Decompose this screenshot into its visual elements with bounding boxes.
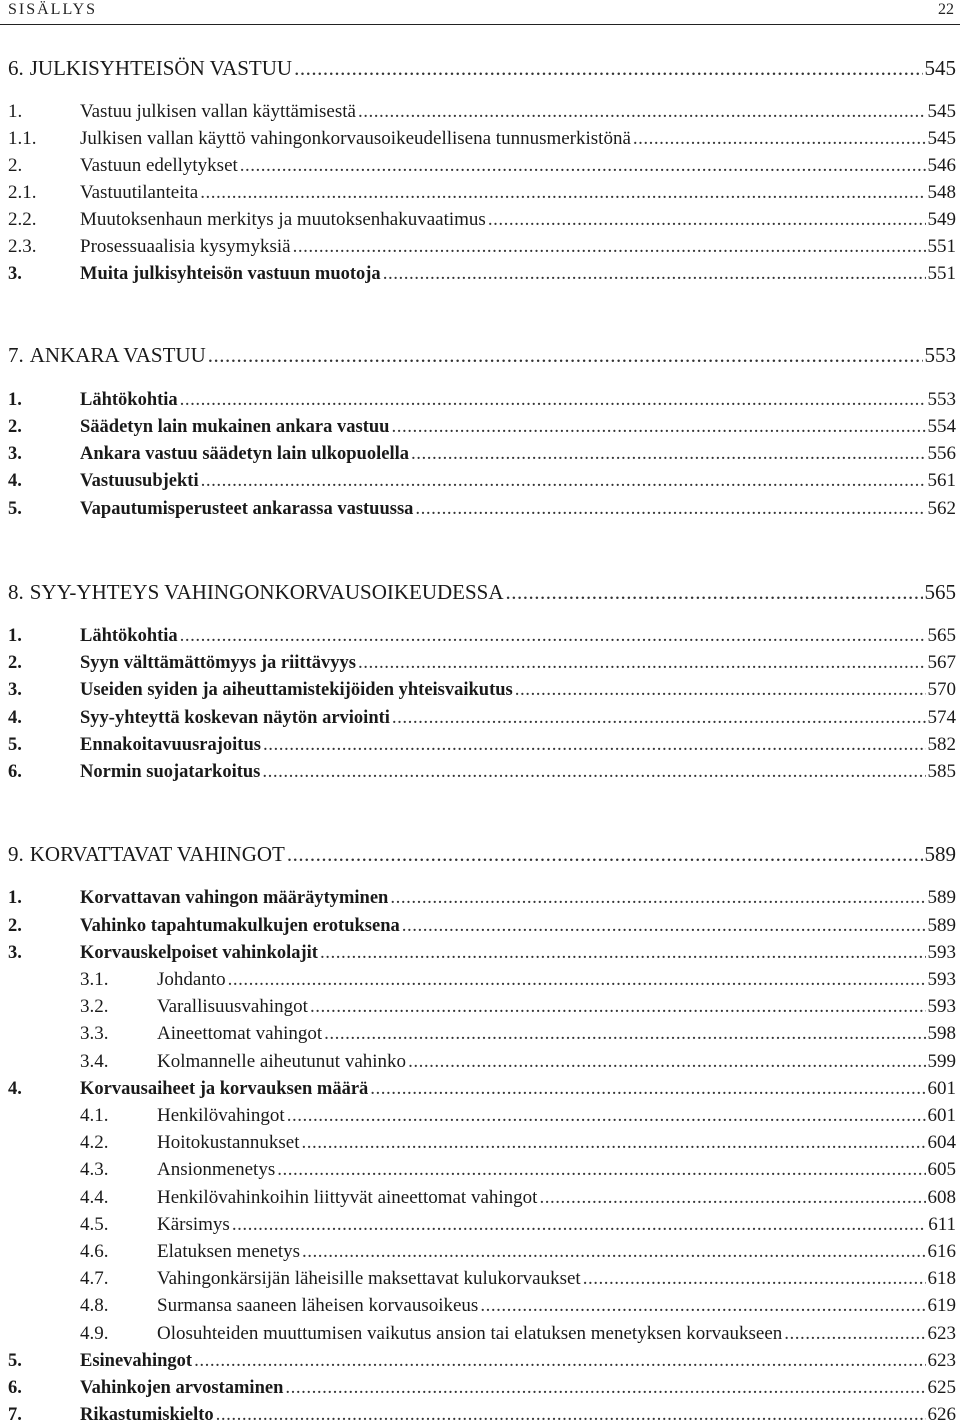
toc-entry-title: Esinevahingot: [80, 1351, 193, 1371]
toc-entry-page: 625: [927, 1377, 956, 1398]
toc-entry-page: 598: [927, 1023, 956, 1044]
toc-entry-title: Vastuun edellytykset: [80, 155, 238, 176]
toc-chapter[interactable]: [8, 841, 956, 867]
dot-leader: [262, 759, 925, 785]
toc-entry-title: Surmansa saaneen läheisen korvausoikeus: [157, 1295, 479, 1316]
toc-entry-page: 565: [924, 580, 956, 604]
toc-entry[interactable]: [8, 261, 956, 287]
toc-entry-number: 4.9.: [80, 1323, 109, 1344]
toc-entry[interactable]: [8, 913, 956, 939]
toc-entry-page: 554: [927, 416, 956, 437]
toc-entry-title: Muita julkisyhteisön vastuun muotoja: [80, 264, 381, 284]
dot-leader: [263, 732, 926, 758]
toc-entry[interactable]: [8, 759, 956, 785]
toc-entry-number: 6.: [8, 1378, 22, 1398]
page-header: [0, 0, 960, 25]
toc-entry-number: 4.: [8, 1079, 22, 1099]
toc-entry[interactable]: [80, 967, 956, 993]
dot-leader: [285, 1375, 925, 1401]
toc-entry-number: 5.: [8, 1351, 22, 1371]
toc-entry-number: 6.: [8, 762, 22, 782]
toc-entry-title: Vastuu julkisen vallan käyttämisestä: [80, 101, 356, 122]
toc-entry-title: Korvausaiheet ja korvauksen määrä: [80, 1079, 369, 1099]
toc-entry-page: 545: [927, 128, 956, 149]
toc-entry-title: Vahingonkärsijän läheisille maksettavat kulukorvaukset: [157, 1268, 581, 1289]
toc-entry-page: 570: [927, 679, 956, 700]
toc-entry-number: 4.4.: [80, 1187, 109, 1208]
toc-entry-number: 3.1.: [80, 969, 109, 990]
dot-leader: [370, 1076, 925, 1102]
toc-entry-number: 1.: [8, 626, 22, 646]
toc-entry-title: Lähtökohtia: [80, 626, 178, 646]
toc-entry-number: 2.: [8, 155, 23, 176]
dot-leader: [539, 1185, 925, 1211]
toc-entry-page: 551: [927, 263, 956, 284]
toc-entry[interactable]: [8, 468, 956, 494]
toc-entry-number: 2.: [8, 653, 22, 673]
toc-entry-number: 4.8.: [80, 1295, 109, 1316]
toc-chapter[interactable]: [8, 55, 956, 81]
toc-entry-page: 546: [927, 155, 956, 176]
toc-entry-page: 548: [927, 182, 956, 203]
dot-leader: [302, 1239, 926, 1265]
toc-entry[interactable]: [8, 623, 956, 649]
toc-entry-title: Henkilövahinkoihin liittyvät aineettomat vahingot: [157, 1187, 538, 1208]
toc-entry[interactable]: [80, 1239, 956, 1265]
toc-entry-number: 3.: [8, 680, 22, 700]
toc-entry-title: Säädetyn lain mukainen ankara vastuu: [80, 417, 390, 437]
toc-entry[interactable]: [8, 234, 956, 260]
toc-entry-number: 4.: [8, 471, 22, 491]
toc-entry-page: 611: [928, 1214, 956, 1235]
dot-leader: [324, 1021, 925, 1047]
dot-leader: [320, 940, 926, 966]
dot-leader: [633, 126, 926, 152]
toc-entry[interactable]: [80, 1021, 956, 1047]
toc-entry[interactable]: [8, 496, 956, 522]
toc-entry-page: 562: [927, 498, 956, 519]
toc-entry-title: Hoitokustannukset: [157, 1132, 300, 1153]
toc-entry[interactable]: [8, 126, 956, 152]
dot-leader: [302, 1130, 926, 1156]
dot-leader: [310, 994, 926, 1020]
toc-entry-title: Varallisuusvahingot: [157, 996, 308, 1017]
toc-entry-title: Useiden syiden ja aiheuttamistekijöiden yhteisvaikutus: [80, 680, 513, 700]
dot-leader: [216, 1402, 926, 1428]
toc-entry-page: 599: [927, 1051, 956, 1072]
toc-entry-title: Henkilövahingot: [157, 1105, 285, 1126]
dot-leader: [240, 153, 926, 179]
toc-entry-page: 605: [927, 1159, 956, 1180]
toc-entry-number: 7.: [8, 1405, 22, 1425]
toc-entry-title: Elatuksen menetys: [157, 1241, 300, 1262]
toc-entry-title: Lähtökohtia: [80, 390, 178, 410]
toc-entry-number: 5.: [8, 735, 22, 755]
toc-entry[interactable]: [8, 650, 956, 676]
toc-entry-page: 551: [927, 236, 956, 257]
toc-entry[interactable]: [8, 1076, 956, 1102]
toc-entry-title: Julkisen vallan käyttö vahingonkorvausoikeudellisena tunnusmerkistönä: [80, 128, 631, 149]
dot-leader: [277, 1157, 925, 1183]
toc-entry-title: Syyn välttämättömyys ja riittävyys: [80, 653, 356, 673]
dot-leader: [506, 579, 923, 605]
toc-entry[interactable]: [80, 1130, 956, 1156]
toc-entry[interactable]: [8, 885, 956, 911]
toc-entry-number: 2.3.: [8, 236, 37, 257]
toc-entry-page: 616: [927, 1241, 956, 1262]
toc-entry-page: 593: [927, 996, 956, 1017]
toc-entry[interactable]: [80, 1185, 956, 1211]
toc-entry-title: Normin suojatarkoitus: [80, 762, 261, 782]
toc-entry-number: 7.: [8, 343, 24, 367]
toc-entry-number: 2.: [8, 916, 22, 936]
toc-entry-number: 4.6.: [80, 1241, 109, 1262]
toc-entry-title: Vapautumisperusteet ankarassa vastuussa: [80, 499, 414, 519]
toc-entry-number: 1.: [8, 888, 22, 908]
toc-entry-title: Ankara vastuu säädetyn lain ulkopuolella: [80, 444, 409, 464]
toc-entry-page: 574: [927, 707, 956, 728]
toc-entry-page: 608: [927, 1187, 956, 1208]
toc-entry-page: 623: [927, 1350, 956, 1371]
toc-entry[interactable]: [8, 153, 956, 179]
toc-entry[interactable]: [8, 1348, 956, 1374]
toc-entry[interactable]: [80, 1212, 956, 1238]
toc-entry-title: Vastuutilanteita: [80, 182, 199, 203]
dot-leader: [784, 1321, 925, 1347]
dot-leader: [358, 99, 926, 125]
toc-entry-number: 3.: [8, 444, 22, 464]
toc-entry-number: 9.: [8, 842, 24, 866]
dot-leader: [287, 1103, 926, 1129]
toc-entry-number: 4.5.: [80, 1214, 109, 1235]
dot-leader: [515, 677, 926, 703]
toc-entry-title: Rikastumiskielto: [80, 1405, 214, 1425]
toc-entry[interactable]: [80, 1321, 956, 1347]
toc-entry-number: 3.4.: [80, 1051, 109, 1072]
toc-entry-number: 3.: [8, 264, 22, 284]
toc-entry-title: Ennakoitavuusrajoitus: [80, 735, 261, 755]
dot-leader: [391, 414, 925, 440]
toc-entry-page: 567: [927, 652, 956, 673]
toc-entry[interactable]: [8, 387, 956, 413]
dot-leader: [488, 207, 926, 233]
toc-entry-page: 589: [924, 842, 956, 866]
toc-entry[interactable]: [8, 940, 956, 966]
toc-entry-title: KORVATTAVAT VAHINGOT: [29, 842, 285, 866]
toc-entry-number: 1.: [8, 390, 22, 410]
toc-entry-title: Muutoksenhaun merkitys ja muutoksenhakuvaatimus: [80, 209, 486, 230]
toc-entry-page: 545: [924, 56, 956, 80]
toc-entry-page: 553: [927, 389, 956, 410]
toc-entry-number: 3.3.: [80, 1023, 109, 1044]
toc-entry-number: 3.: [8, 943, 22, 963]
dot-leader: [392, 705, 926, 731]
toc-entry-page: 545: [927, 101, 956, 122]
dot-leader: [180, 387, 926, 413]
toc-entry-number: 1.1.: [8, 128, 37, 149]
dot-leader: [287, 841, 923, 867]
toc-entry-number: 3.2.: [80, 996, 109, 1017]
toc-entry-page: 623: [927, 1323, 956, 1344]
toc-entry-title: Vastuusubjekti: [80, 471, 199, 491]
toc-entry[interactable]: [8, 705, 956, 731]
dot-leader: [358, 650, 926, 676]
toc-entry[interactable]: [80, 1266, 956, 1292]
dot-leader: [294, 55, 922, 81]
toc-entry-page: 626: [927, 1404, 956, 1425]
toc-entry[interactable]: [8, 180, 956, 206]
toc-entry-number: 4.: [8, 708, 22, 728]
toc-entry[interactable]: [80, 994, 956, 1020]
toc-entry-page: 601: [927, 1105, 956, 1126]
toc-entry-page: 593: [927, 969, 956, 990]
toc-entry-number: 4.7.: [80, 1268, 109, 1289]
dot-leader: [583, 1266, 926, 1292]
toc-entry-page: 618: [927, 1268, 956, 1289]
toc-entry-title: Syy-yhteyttä koskevan näytön arviointi: [80, 708, 390, 728]
toc-entry[interactable]: [80, 1049, 956, 1075]
toc-entry-number: 1.: [8, 101, 23, 122]
toc-entry-title: Aineettomat vahingot: [157, 1023, 323, 1044]
dot-leader: [180, 623, 926, 649]
toc-entry-title: Vahinko tapahtumakulkujen erotuksena: [80, 916, 400, 936]
toc-entry[interactable]: [80, 1103, 956, 1129]
toc-entry[interactable]: [8, 207, 956, 233]
dot-leader: [408, 1049, 925, 1075]
toc-entry-title: Kolmannelle aiheutunut vahinko: [157, 1051, 407, 1072]
dot-leader: [390, 885, 925, 911]
toc-entry-number: 6.: [8, 56, 24, 80]
toc-entry-number: 2.2.: [8, 209, 37, 230]
toc-entry-page: 565: [927, 625, 956, 646]
toc-entry-title: Ansionmenetys: [157, 1159, 276, 1180]
toc-entry[interactable]: [8, 677, 956, 703]
running-title: SISÄLLYS: [8, 1, 98, 18]
toc-entry-page: 585: [927, 761, 956, 782]
toc-chapter[interactable]: [8, 342, 956, 368]
dot-leader: [411, 441, 926, 467]
toc-entry-page: 553: [924, 343, 956, 367]
toc-entry-page: 561: [927, 470, 956, 491]
toc-entry-number: 4.2.: [80, 1132, 109, 1153]
dot-leader: [194, 1348, 925, 1374]
toc-entry-number: 8.: [8, 580, 24, 604]
dot-leader: [208, 342, 923, 368]
toc-entry-page: 593: [927, 942, 956, 963]
toc-entry[interactable]: [8, 414, 956, 440]
toc-entry-number: 2.1.: [8, 182, 37, 203]
toc-entry[interactable]: [8, 1375, 956, 1401]
page-number: 22: [938, 1, 954, 18]
toc-entry-page: 589: [927, 915, 956, 936]
toc-entry-title: Johdanto: [157, 969, 226, 990]
toc-entry-number: 4.3.: [80, 1159, 109, 1180]
toc-entry-page: 589: [927, 887, 956, 908]
toc-entry-title: Korvattavan vahingon määräytyminen: [80, 888, 389, 908]
toc-entry-page: 549: [927, 209, 956, 230]
toc-entry-page: 556: [927, 443, 956, 464]
toc-chapter[interactable]: [8, 579, 956, 605]
toc-entry[interactable]: [80, 1157, 956, 1183]
toc-entry[interactable]: [8, 441, 956, 467]
toc-entry-page: 604: [927, 1132, 956, 1153]
dot-leader: [383, 261, 926, 287]
toc-entry-title: JULKISYHTEISÖN VASTUU: [29, 56, 293, 80]
dot-leader: [200, 180, 925, 206]
toc-entry-title: Prosessuaalisia kysymyksiä: [80, 236, 291, 257]
toc-entry-page: 619: [927, 1295, 956, 1316]
dot-leader: [228, 967, 926, 993]
dot-leader: [201, 468, 926, 494]
toc-entry-title: Olosuhteiden muuttumisen vaikutus ansion tai elatuksen menetyksen korvaukseen: [157, 1323, 783, 1344]
toc-entry-title: SYY-YHTEYS VAHINGONKORVAUSOIKEUDESSA: [29, 580, 504, 604]
toc-entry[interactable]: [80, 1293, 956, 1319]
toc-entry[interactable]: [8, 1402, 956, 1428]
toc-entry[interactable]: [8, 732, 956, 758]
toc-entry-number: 5.: [8, 499, 22, 519]
toc-entry-title: Korvauskelpoiset vahinkolajit: [80, 943, 318, 963]
dot-leader: [232, 1212, 926, 1238]
toc-entry-title: ANKARA VASTUU: [29, 343, 206, 367]
toc-entry-page: 582: [927, 734, 956, 755]
dot-leader: [402, 913, 926, 939]
dot-leader: [415, 496, 925, 522]
toc-entry-number: 2.: [8, 417, 22, 437]
dot-leader: [293, 234, 926, 260]
toc-entry-title: Vahinkojen arvostaminen: [80, 1378, 284, 1398]
dot-leader: [480, 1293, 925, 1319]
toc-entry[interactable]: [8, 99, 956, 125]
toc-entry-number: 4.1.: [80, 1105, 109, 1126]
toc-entry-title: Kärsimys: [157, 1214, 230, 1235]
toc-entry-page: 601: [927, 1078, 956, 1099]
